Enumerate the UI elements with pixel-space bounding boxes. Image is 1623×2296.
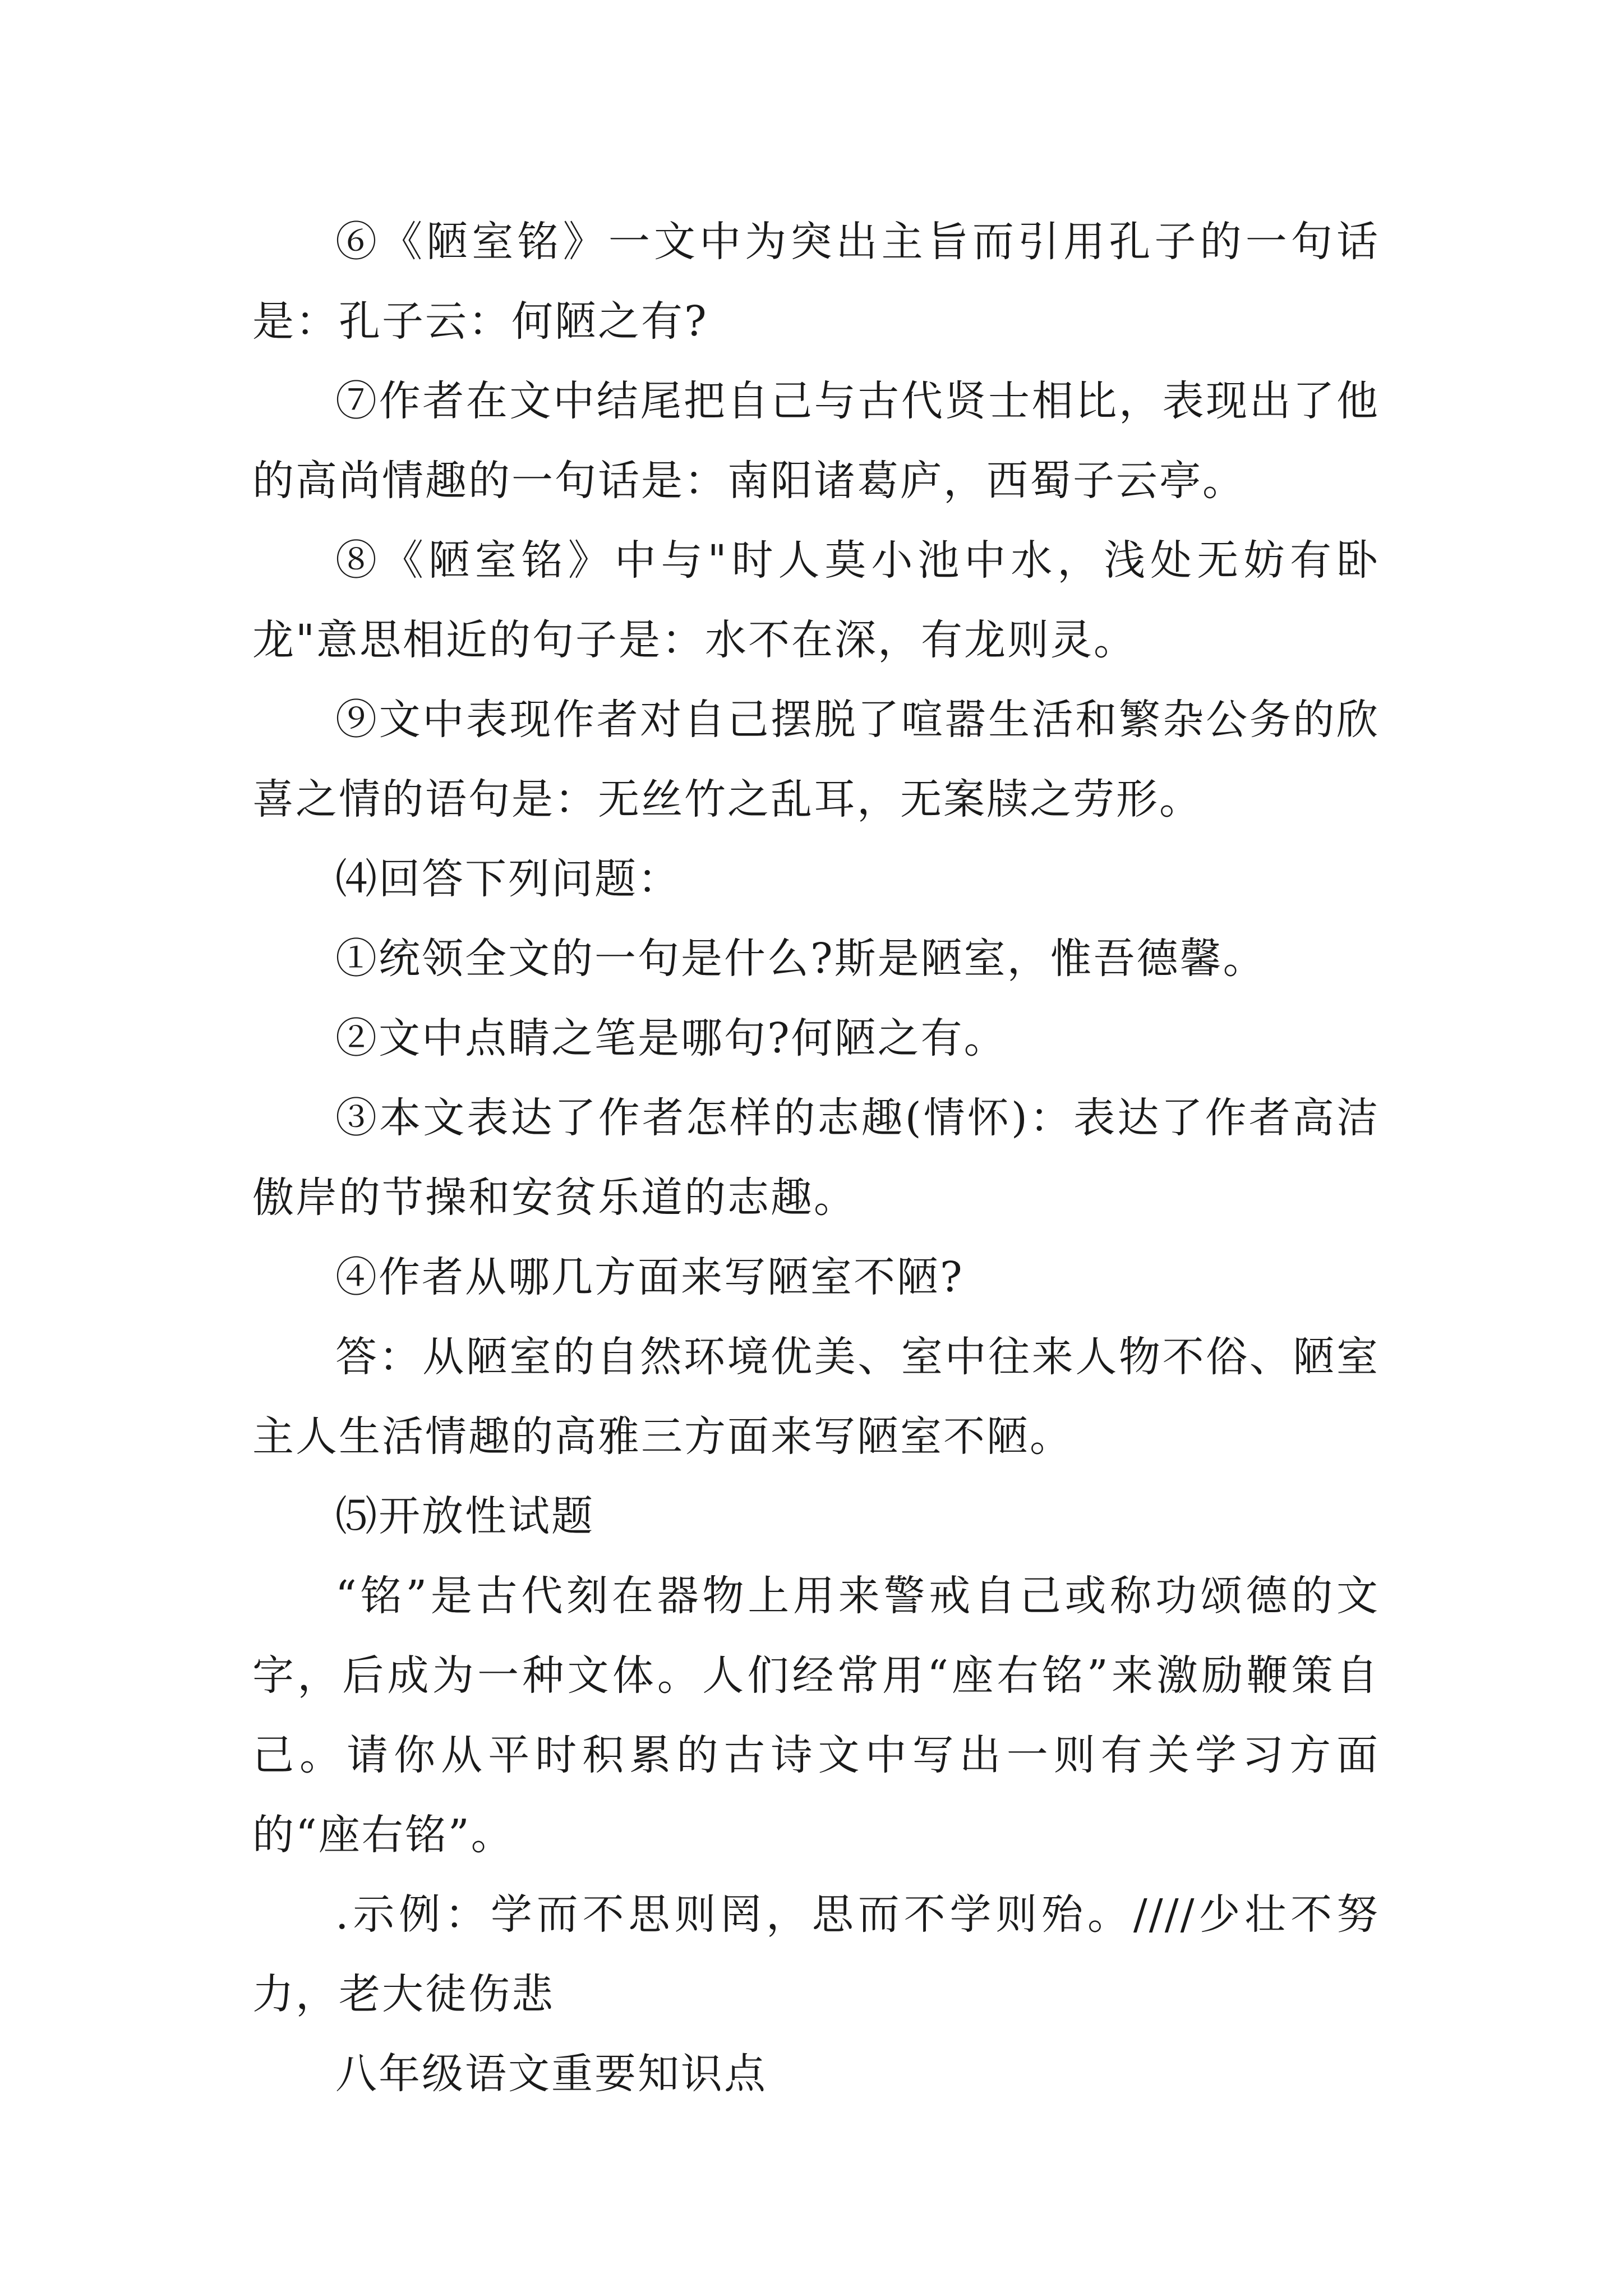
answer-4: 答：从陋室的自然环境优美、室中往来人物不俗、陋室主人生活情趣的高雅三方面来写陋室不陋。 bbox=[252, 1333, 1380, 1461]
document-body bbox=[252, 202, 1380, 2114]
section-heading-questions: ⑷回答下列问题： bbox=[335, 855, 681, 903]
question-3: ③本文表达了作者怎样的志趣(情怀)：表达了作者高洁傲岸的节操和安贫乐道的志趣。 bbox=[252, 1094, 1380, 1222]
open-question-example: .示例：学而不思则罔，思而不学则殆。////少壮不努力，老大徒伤悲 bbox=[252, 1890, 1380, 2018]
paragraph-similar-meaning: ⑧《陋室铭》中与"时人莫小池中水，浅处无妨有卧龙"意思相近的句子是：水不在深，有龙则灵。 bbox=[252, 536, 1380, 664]
question-4: ④作者从哪几方面来写陋室不陋? bbox=[335, 1253, 964, 1301]
paragraph-ending-comparison: ⑦作者在文中结尾把自己与古代贤士相比，表现出了他的高尚情趣的一句话是：南阳诸葛庐，西蜀子云亭。 bbox=[252, 377, 1380, 505]
paragraph-quote-confucius: ⑥《陋室铭》一文中为突出主旨而引用孔子的一句话是：孔子云：何陋之有? bbox=[252, 218, 1380, 346]
section-heading-open-question: ⑸开放性试题 bbox=[335, 1492, 594, 1540]
open-question-prompt: “铭”是古代刻在器物上用来警戒自己或称功颂德的文字，后成为一种文体。人们经常用“座右铭”来激励鞭策自己。请你从平时积累的古诗文中写出一则有关学习方面的“座右铭”。 bbox=[252, 1572, 1380, 1859]
question-1: ①统领全文的一句是什么?斯是陋室，惟吾德馨。 bbox=[335, 935, 1266, 983]
question-2: ②文中点睛之笔是哪句?何陋之有。 bbox=[335, 1014, 1007, 1062]
section-title-grade8: 八年级语文重要知识点 bbox=[335, 2050, 767, 2098]
paragraph-joy-expression: ⑨文中表现作者对自己摆脱了喧嚣生活和繁杂公务的欣喜之情的语句是：无丝竹之乱耳，无案牍之劳形。 bbox=[252, 696, 1380, 823]
